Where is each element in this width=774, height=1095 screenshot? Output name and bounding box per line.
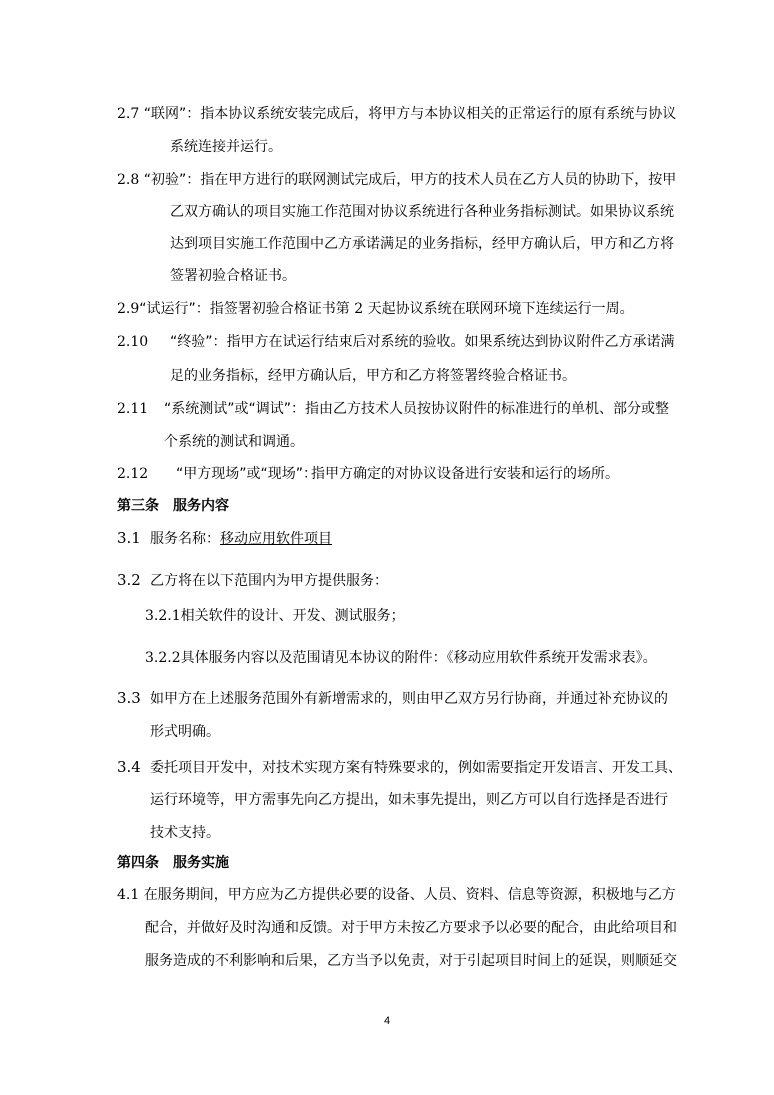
clause-text: 配合，并做好及时沟通和反馈。对于甲方未按乙方要求予以必要的配合，由此给项目和: [145, 920, 677, 936]
clause-text: 系统连接并运行。: [170, 139, 282, 155]
clause-number: 3.4: [117, 758, 141, 776]
clause-text: 技术支持。: [150, 825, 220, 841]
article-4-heading: 第四条 服务实施: [117, 855, 229, 871]
clause-text: “试运行”：指签署初验合格证书第: [139, 301, 350, 317]
clause-2-10-line-2: [170, 366, 576, 386]
clause-2-11-line-2: [164, 432, 304, 452]
clause-4-1-line-3: [145, 951, 677, 971]
clause-text: “初验”：指在甲方进行的联网测试完成后，甲方的技术人员在乙方人员的协助下，按甲: [143, 172, 677, 188]
clause-2-10-line-1: [170, 332, 675, 352]
clause-text: 相关软件的设计、开发、测试服务；: [180, 608, 405, 624]
clause-text: 形式明确。: [150, 724, 220, 740]
clause-2-9-line-1: [117, 299, 634, 319]
clause-number: 3.2: [117, 571, 141, 589]
clause-2-12-line-1: [176, 464, 317, 484]
clause-text: 运行环境等，甲方需事先向乙方提出，如未事先提出，则乙方可以自行选择是否进行: [150, 792, 668, 808]
clause-2-12-line-1b: [311, 464, 619, 484]
clause-3-4-line-2: [150, 790, 668, 810]
clause-number: 4.1: [117, 887, 140, 903]
day-number: 2: [354, 301, 364, 317]
clause-number: 2.11: [117, 401, 149, 417]
clause-3-4-number: [117, 757, 141, 777]
clause-number: 3.1: [117, 529, 141, 547]
clause-3-2-2-line: [145, 648, 657, 668]
clause-number: 3.2.1: [145, 608, 181, 624]
clause-number: 3.3: [117, 689, 141, 707]
clause-3-1-number: [117, 528, 141, 548]
article-3-heading: 第三条 服务内容: [117, 498, 229, 514]
clause-text: “终验”：指甲方在试运行结束后对系统的验收。如果系统达到协议附件乙方承诺满: [170, 334, 675, 350]
clause-2-10-number: [117, 332, 148, 352]
clause-3-3-line-2: [150, 722, 220, 742]
clause-text: 委托项目开发中，对技术实现方案有特殊要求的，例如需要指定开发语言、开发工具、: [150, 760, 682, 776]
clause-2-7-line-2: [170, 137, 282, 157]
service-name-value: 移动应用软件项目: [220, 531, 332, 547]
service-name-label: 服务名称：: [150, 531, 220, 547]
clause-text: “系统测试”或“调试”：指由乙方技术人员按协议附件的标准进行的单机、部分或整: [164, 401, 670, 417]
clause-4-1-line-1: [117, 885, 676, 905]
clause-text: 乙双方确认的项目实施工作范围对协议系统进行各种业务指标测试。如果协议系统: [170, 204, 674, 220]
clause-number: 2.8: [117, 172, 140, 188]
clause-text: 具体服务内容以及范围请见本协议的附件：《移动应用软件系统开发需求表》。: [180, 650, 657, 666]
clause-3-1-line: [150, 529, 332, 549]
clause-text: 足的业务指标，经甲方确认后，甲方和乙方将签署终验合格证书。: [170, 368, 576, 384]
clause-text: 天起协议系统在联网环境下连续运行一周。: [367, 301, 634, 317]
clause-4-1-line-2: [145, 918, 677, 938]
clause-text: “联网”：指本协议系统安装完成后，将甲方与本协议相关的正常运行的原有系统与协议: [143, 106, 677, 122]
clause-number: 2.7: [117, 106, 140, 122]
page-number: 4: [383, 1015, 391, 1027]
clause-text: 乙方将在以下范围内为甲方提供服务：: [150, 573, 388, 589]
clause-text: 如甲方在上述服务范围外有新增需求的，则由甲乙双方另行协商，并通过补充协议的: [150, 691, 668, 707]
clause-2-11-number: [117, 399, 148, 419]
clause-3-4-line-3: [150, 823, 220, 843]
clause-number: 2.10: [117, 334, 149, 350]
clause-2-12-number: [117, 464, 148, 484]
clause-3-3-line-1: [150, 689, 668, 709]
clause-2-7-line-1: [117, 104, 676, 124]
clause-text: 达到项目实施工作范围中乙方承诺满足的业务指标，经甲方确认后，甲方和乙方将: [170, 236, 674, 252]
clause-2-8-line-2: [170, 202, 674, 222]
clause-3-2-number: [117, 570, 141, 590]
clause-text: 签署初验合格证书。: [170, 268, 296, 284]
clause-3-2-1-line: [145, 606, 405, 626]
clause-2-8-line-4: [170, 266, 296, 286]
clause-2-8-line-3: [170, 234, 674, 254]
clause-number: 2.12: [117, 466, 149, 482]
clause-number: 2.9: [117, 301, 140, 317]
clause-2-8-line-1: [117, 170, 676, 190]
clause-2-11-line-1: [164, 399, 669, 419]
clause-text: 在服务期间，甲方应为乙方提供必要的设备、人员、资料、信息等资源，积极地与乙方: [143, 887, 676, 903]
clause-3-3-number: [117, 688, 141, 708]
clause-text: 服务造成的不利影响和后果，乙方当予以免责，对于引起项目时间上的延误，则顺延交: [145, 953, 677, 969]
clause-text: 个系统的测试和调通。: [164, 434, 304, 450]
clause-3-4-line-1: [150, 758, 682, 778]
clause-number: 3.2.2: [145, 650, 181, 666]
clause-term: “甲方现场”或“现场”：: [176, 466, 318, 482]
clause-3-2-line: [150, 571, 388, 591]
clause-text: 指甲方确定的对协议设备进行安装和运行的场所。: [311, 466, 619, 482]
